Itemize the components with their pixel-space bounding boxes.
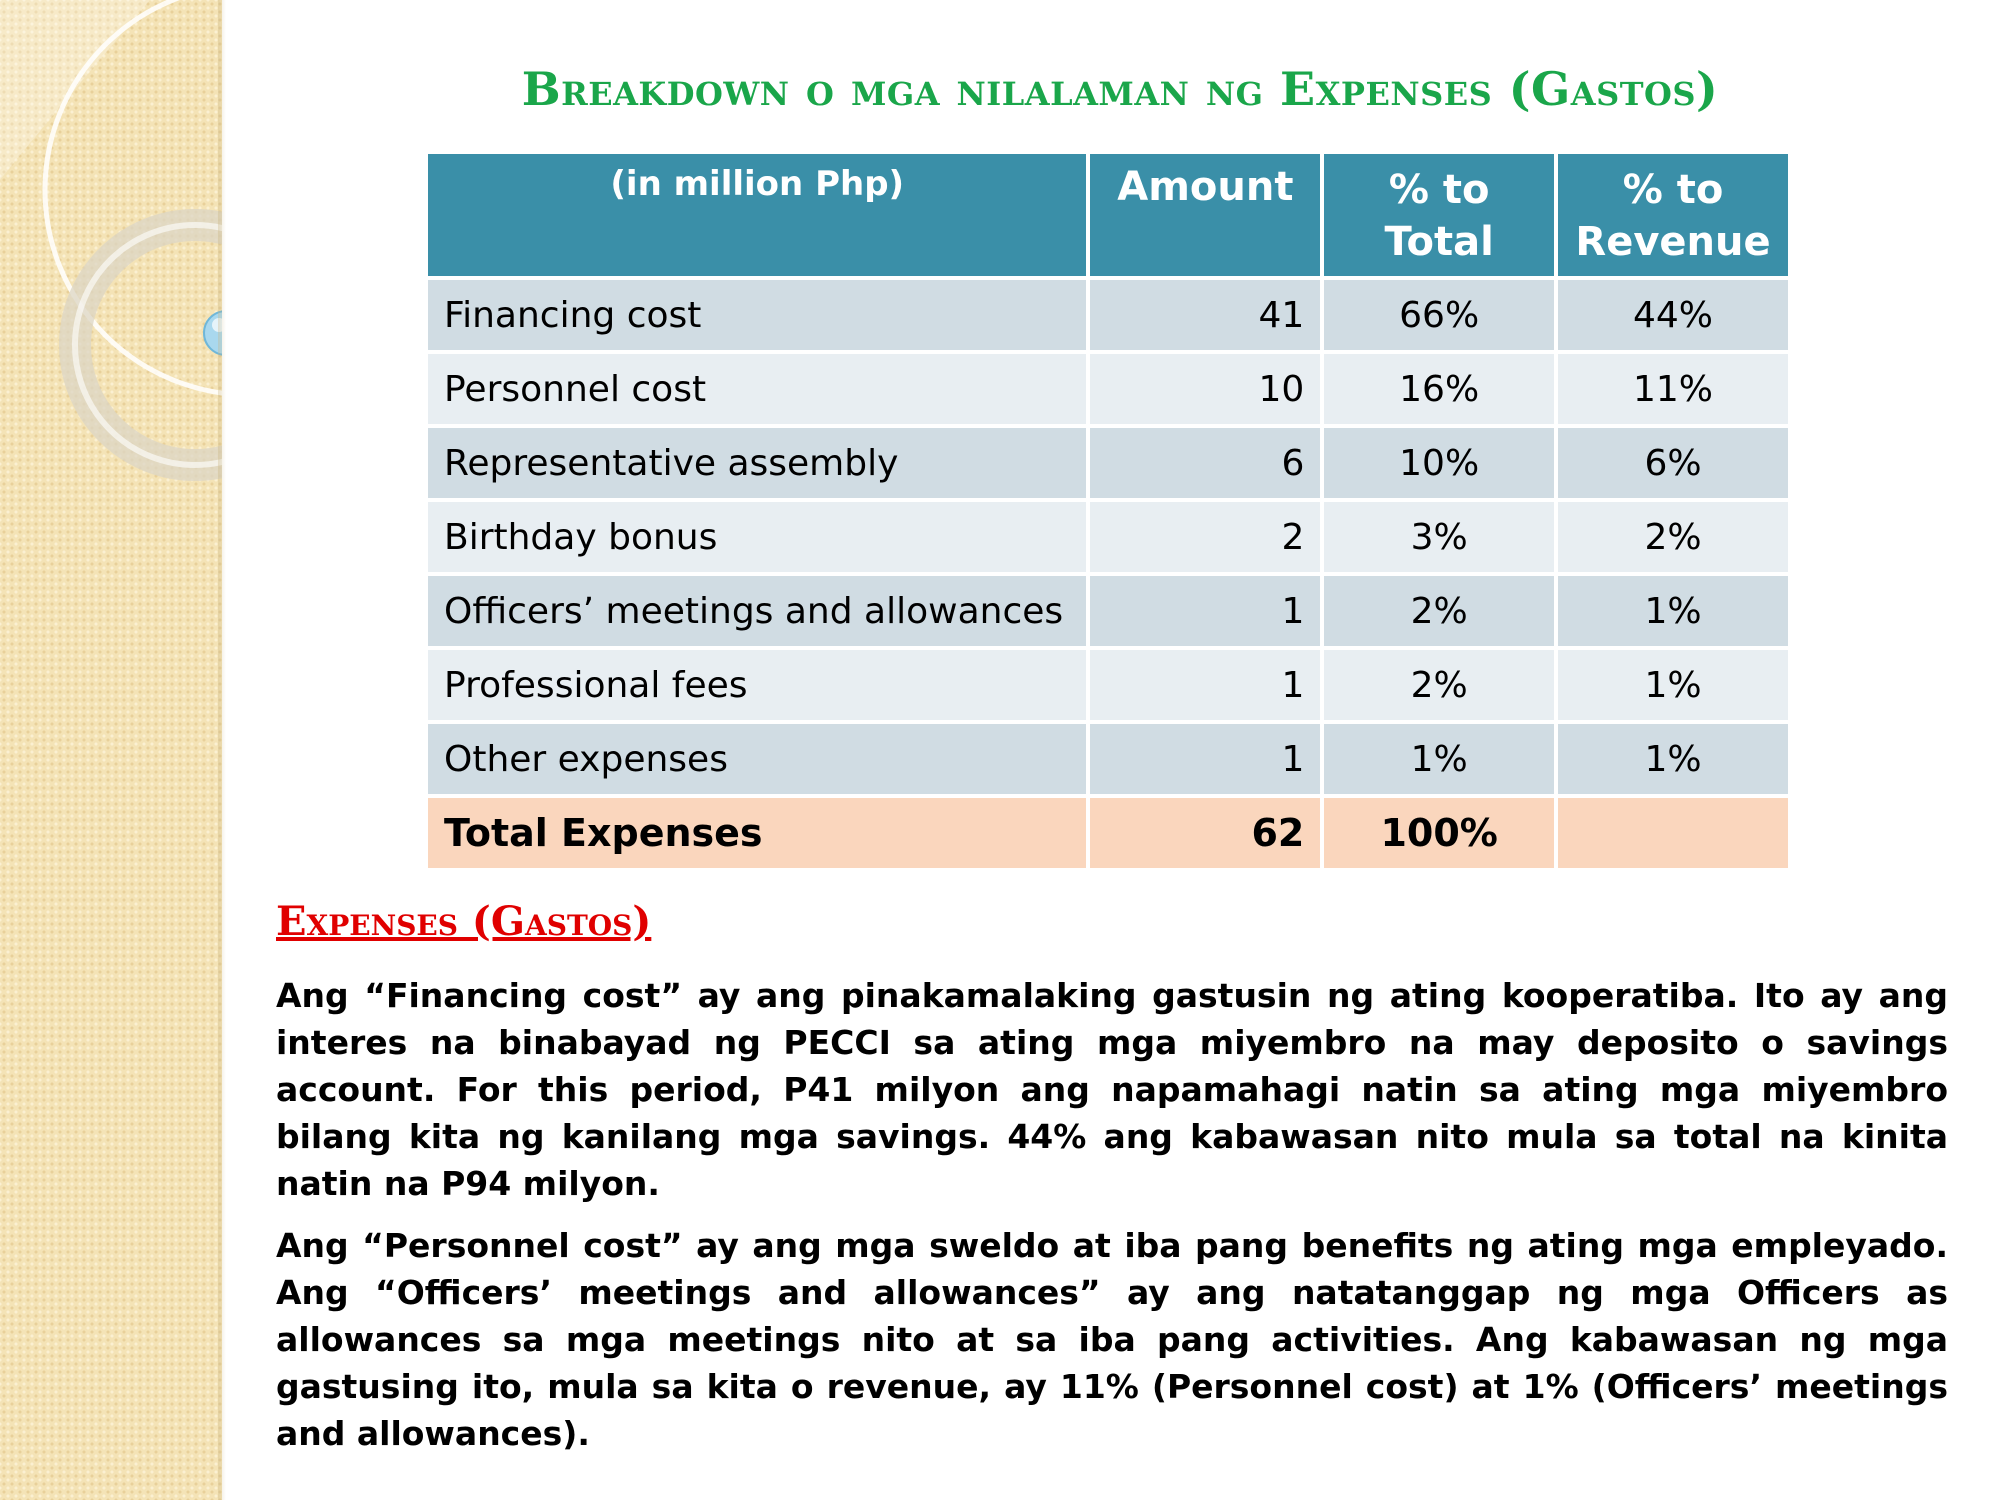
financing-cost-paragraph: Ang “Financing cost” ay ang pinakamalaking gastusin ng ating kooperatiba. Ito ay ang interes na binabayad ng PECCI sa ating mga miyembro na may deposito o savings account. For this period, P41 milyon ang napamahagi natin sa ating mga miyembro bilang kita ng kanilang mga savings. 44% ang kabawasan nito mula sa total na kinita natin na P94 milyon. — [276, 976, 1948, 1203]
header-pct-to-total — [1324, 154, 1554, 276]
row-label: Professional fees — [428, 650, 1086, 720]
row-label: Officers’ meetings and allowances — [428, 576, 1086, 646]
row-pct-revenue: 1% — [1558, 650, 1788, 720]
decorative-sidebar — [0, 0, 222, 1500]
row-pct-revenue: 1% — [1558, 576, 1788, 646]
table-row — [428, 576, 1788, 646]
expenses-section-heading: Expenses (Gastos) — [276, 898, 652, 945]
table-header-row — [428, 154, 1788, 276]
decorative-rings — [0, 0, 222, 560]
table-row — [428, 502, 1788, 572]
table-row — [428, 650, 1788, 720]
header-pct-total-line1: % to — [1388, 167, 1490, 213]
slide-title: Breakdown o mga nilalaman ng Expenses (Gastos) — [521, 62, 1719, 116]
row-label: Representative assembly — [428, 428, 1086, 498]
row-pct-total: 10% — [1324, 428, 1554, 498]
row-pct-total: 2% — [1324, 576, 1554, 646]
row-label: Other expenses — [428, 724, 1086, 794]
row-amount: 1 — [1090, 576, 1320, 646]
row-amount: 10 — [1090, 354, 1320, 424]
row-label: Personnel cost — [428, 354, 1086, 424]
row-pct-total: 2% — [1324, 650, 1554, 720]
table-row — [428, 354, 1788, 424]
table-row — [428, 280, 1788, 350]
row-label: Birthday bonus — [428, 502, 1086, 572]
medium-ring — [75, 225, 222, 465]
row-pct-revenue: 44% — [1558, 280, 1788, 350]
header-in-million-php: (in million Php) — [428, 154, 1086, 276]
row-pct-total: 3% — [1324, 502, 1554, 572]
total-label: Total Expenses — [428, 798, 1086, 868]
header-amount: Amount — [1090, 154, 1320, 276]
table-row — [428, 724, 1788, 794]
row-pct-revenue: 6% — [1558, 428, 1788, 498]
header-pct-revenue-line2: Revenue — [1575, 219, 1771, 265]
table-row — [428, 428, 1788, 498]
row-amount: 1 — [1090, 724, 1320, 794]
row-amount: 41 — [1090, 280, 1320, 350]
row-pct-revenue: 11% — [1558, 354, 1788, 424]
row-amount: 6 — [1090, 428, 1320, 498]
table-total-row — [428, 798, 1788, 868]
row-pct-revenue: 1% — [1558, 724, 1788, 794]
header-pct-revenue-line1: % to — [1622, 167, 1724, 213]
row-amount: 2 — [1090, 502, 1320, 572]
row-pct-total: 66% — [1324, 280, 1554, 350]
header-pct-total-line2: Total — [1384, 219, 1494, 265]
row-label: Financing cost — [428, 280, 1086, 350]
total-pct-revenue — [1558, 798, 1788, 868]
sidebar-shadow-edge — [218, 0, 226, 1500]
row-pct-revenue: 2% — [1558, 502, 1788, 572]
header-pct-to-revenue — [1558, 154, 1788, 276]
row-pct-total: 1% — [1324, 724, 1554, 794]
row-amount: 1 — [1090, 650, 1320, 720]
total-amount: 62 — [1090, 798, 1320, 868]
total-pct-total: 100% — [1324, 798, 1554, 868]
expenses-breakdown-table — [424, 150, 1792, 872]
row-pct-total: 16% — [1324, 354, 1554, 424]
personnel-cost-paragraph: Ang “Personnel cost” ay ang mga sweldo at iba pang benefits ng ating mga empleyado. Ang “Officers’ meetings and allowances” ay ang natatanggap ng mga Officers as allowances sa mga meetings nito at sa iba pang activities. Ang kabawasan ng mga gastusing ito, mula sa kita o revenue, ay 11% (Personnel cost) at 1% (Officers’ meetings and allowances). — [276, 1226, 1948, 1453]
